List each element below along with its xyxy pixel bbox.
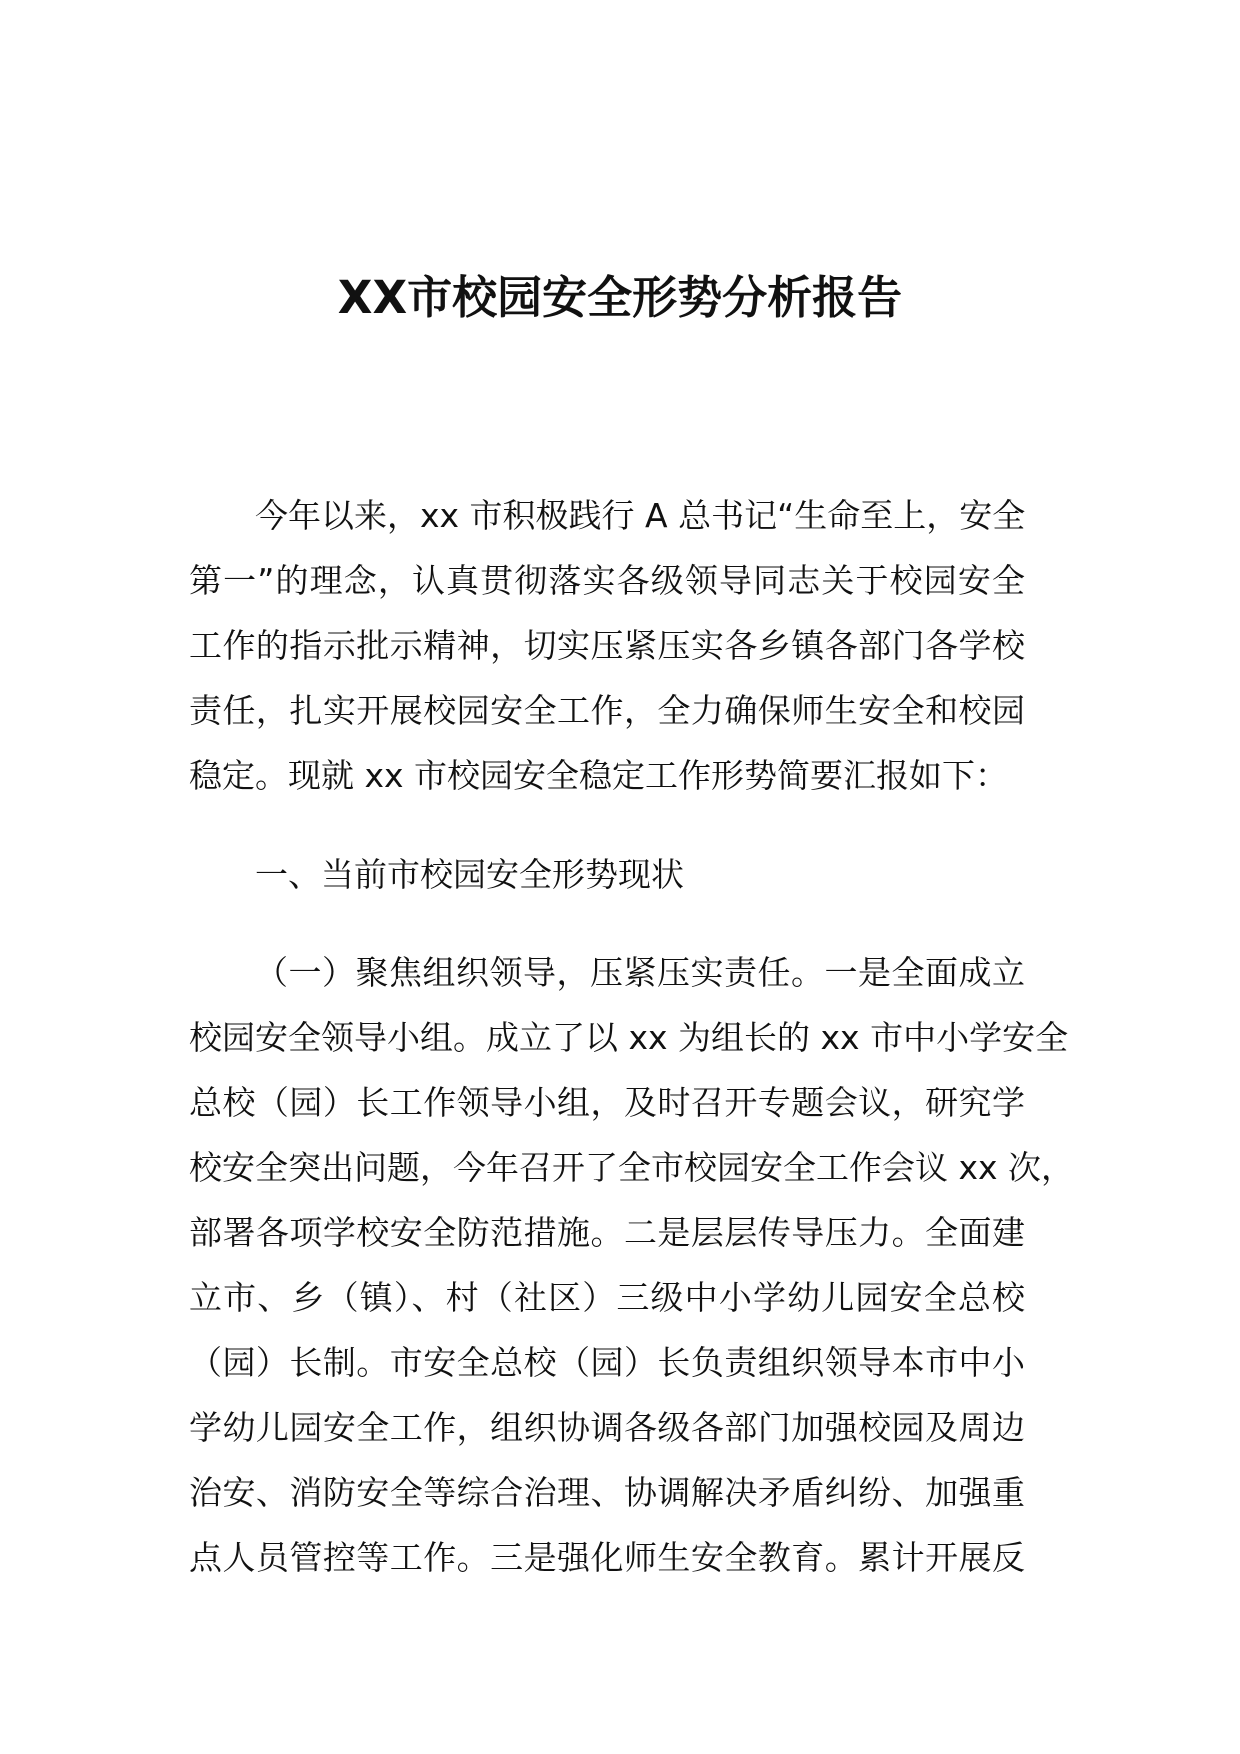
paragraph-line: 工作的指示批示精神，切实压紧压实各乡镇各部门各学校 <box>189 626 1025 665</box>
paragraph-line: 责任，扎实开展校园安全工作，全力确保师生安全和校园 <box>189 691 1025 730</box>
paragraph-line: 总校（园）长工作领导小组，及时召开专题会议，研究学 <box>189 1083 1025 1122</box>
paragraph-line: 第一”的理念，认真贯彻落实各级领导同志关于校园安全 <box>189 561 1025 600</box>
paragraph-line: 立市、乡（镇）、村（社区）三级中小学幼儿园安全总校 <box>189 1278 1025 1317</box>
paragraph-line: 校安全突出问题，今年召开了全市校园安全工作会议 xx 次， <box>189 1148 1075 1187</box>
paragraph-line: 学幼儿园安全工作，组织协调各级各部门加强校园及周边 <box>189 1408 1025 1447</box>
section-heading: 一、当前市校园安全形势现状 <box>255 855 684 894</box>
paragraph-line: 校园安全领导小组。成立了以 xx 为组长的 xx 市中小学安全 <box>189 1018 1069 1057</box>
paragraph-line: 今年以来，xx 市积极践行 A 总书记“生命至上，安全 <box>255 496 1026 535</box>
paragraph-line: 部署各项学校安全防范措施。二是层层传导压力。全面建 <box>189 1213 1025 1252</box>
document-title: XX市校园安全形势分析报告 <box>337 271 903 324</box>
paragraph-line: （园）长制。市安全总校（园）长负责组织领导本市中小 <box>189 1343 1025 1382</box>
paragraph-line: 治安、消防安全等综合治理、协调解决矛盾纠纷、加强重 <box>189 1473 1025 1512</box>
paragraph-line: 稳定。现就 xx 市校园安全稳定工作形势简要汇报如下： <box>189 756 1009 795</box>
paragraph-line: （一）聚焦组织领导，压紧压实责任。一是全面成立 <box>255 953 1025 992</box>
paragraph-line: 点人员管控等工作。三是强化师生安全教育。累计开展反 <box>189 1538 1025 1577</box>
